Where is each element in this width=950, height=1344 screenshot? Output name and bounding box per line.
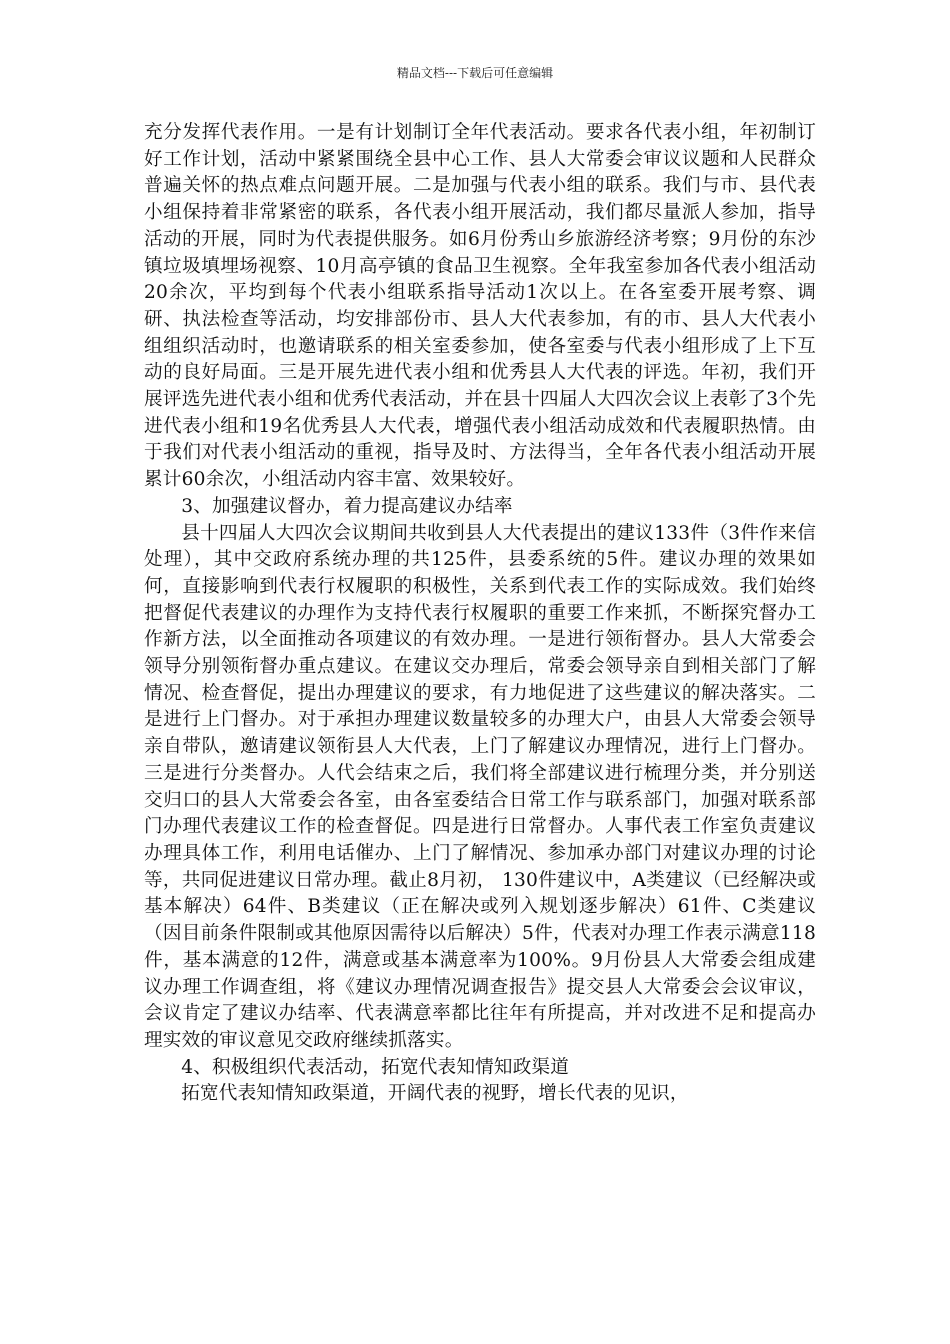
document-body (144, 120, 816, 1108)
section-heading-4: 4、积极组织代表活动，拓宽代表知情知政渠道 (181, 1056, 570, 1078)
paragraph-representative-activities: 充分发挥代表作用。一是有计划制订全年代表活动。要求各代表小组，年初制订好工作计划，活动中紧紧围绕全县中心工作、县人大常委会审议议题和人民群众普遍关怀的热点难点问题开展。二是加强与代表小组的联系。我们与市、县代表小组保持着非常紧密的联系，各代表小组开展活动，我们都尽量派人参加，指导活动的开展，同时为代表提供服务。如6月份秀山乡旅游经济考察；9月份的东沙镇垃圾填埋场视察、10月高亭镇的食品卫生视察。全年我室参加各代表小组活动20余次，平均到每个代表小组联系指导活动1次以上。在各室委开展考察、调研、执法检查等活动，均安排部份市、县人大代表参加，有的市、县人大代表小组组织活动时，也邀请联系的相关室委参加，使各室委与代表小组形成了上下互动的良好局面。三是开展先进代表小组和优秀县人大代表的评选。年初，我们开展评选先进代表小组和优秀代表活动，并在县十四届人大四次会议上表彰了3个先进代表小组和19名优秀县人大代表，增强代表小组活动成效和代表履职热情。由于我们对代表小组活动的重视，指导及时、方法得当，全年各代表小组活动开展累计60余次，小组活动内容丰富、效果较好。 (144, 122, 816, 491)
paragraph-channels: 拓宽代表知情知政渠道，开阔代表的视野，增长代表的见识， (181, 1083, 689, 1105)
paragraph-suggestion-supervision: 县十四届人大四次会议期间共收到县人大代表提出的建议133件（3件作来信处理），其中交政府系统办理的共125件，县委系统的5件。建议办理的效果如何，直接影响到代表行权履职的积极性，关系到代表工作的实际成效。我们始终把督促代表建议的办理作为支持代表行权履职的重要工作来抓，不断探究督办工作新方法，以全面推动各项建议的有效办理。一是进行领衔督办。县人大常委会领导分别领衔督办重点建议。在建议交办理后，常委会领导亲自到相关部门了解情况、检查督促，提出办理建议的要求，有力地促进了这些建议的解决落实。二是进行上门督办。对于承担办理建议数量较多的办理大户，由县人大常委会领导亲自带队，邀请建议领衔县人大代表，上门了解建议办理情况，进行上门督办。三是进行分类督办。人代会结束之后，我们将全部建议进行梳理分类，并分别送交归口的县人大常委会各室，由各室委结合日常工作与联系部门，加强对联系部门办理代表建议工作的检查督促。四是进行日常督办。人事代表工作室负责建议办理具体工作，利用电话催办、上门了解情况、参加承办部门对建议办理的讨论等，共同促进建议日常办理。截止8月初， 130件建议中，A类建议（已经解决或基本解决）64件、B类建议（正在解决或列入规划逐步解决）61件、C类建议（因目前条件限制或其他原因需待以后解决）5件，代表对办理工作表示满意118件，基本满意的12件，满意或基本满意率为100%。9月份县人大常委会组成建议办理工作调查组，将《建议办理情况调查报告》提交县人大常委会会议审议，会议肯定了建议办结率、代表满意率都比往年有所提高，并对改进不足和提高办理实效的审议意见交政府继续抓落实。 (144, 522, 816, 1051)
section-heading-3: 3、加强建议督办，着力提高建议办结率 (181, 495, 513, 517)
page-header: 精品文档---下载后可任意编辑 (396, 66, 554, 80)
